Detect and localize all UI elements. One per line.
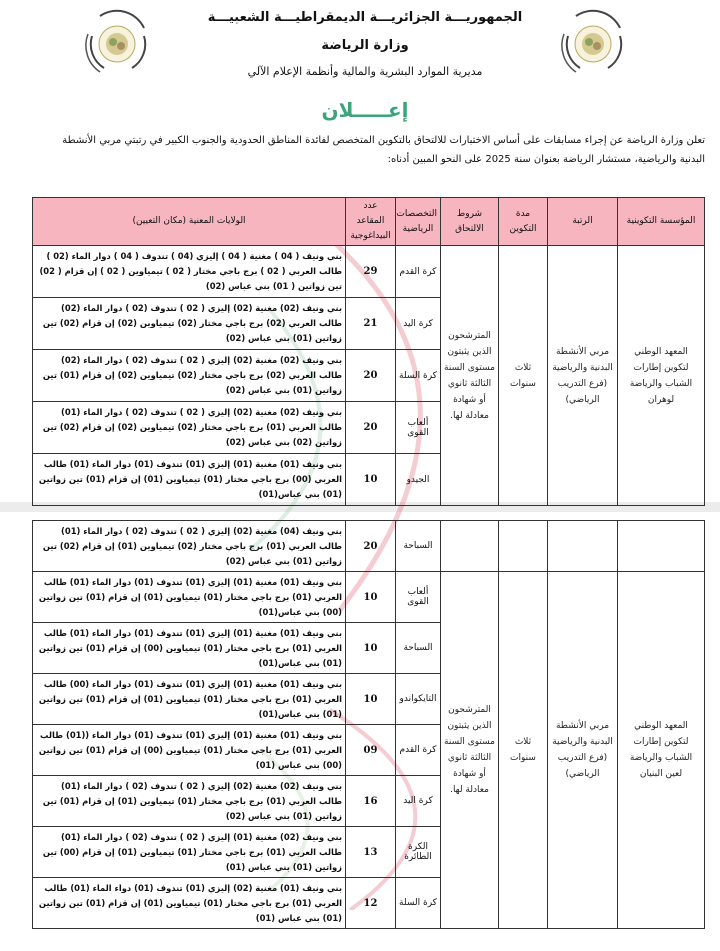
intro-paragraph: تعلن وزارة الرياضة عن إجراء مسابقات على أساس الاختبارات للالتحاق بالتكوين المتخصص لفائدة المناطق الحدودية والجنوب الكبير في رتبتي مربي الأنشطة البدنية والرياضية، مستشار الرياضة بعنوان سنة 2025 على النحو المبين أدناه:	[62, 135, 705, 165]
conditions-cell: المترشحون الذين يثبتون مستوى السنة الثالثة ثانوي أو شهادة معادلة لها.	[441, 572, 499, 929]
empty-cell	[618, 521, 705, 572]
institution-cell: المعهد الوطني لتكوين إطارات الشباب والرياضة لوهران	[618, 246, 705, 506]
republic-heading: الجمهوريـــة الجزائريـــة الديمقراطيـــة الشعبيـــة	[207, 10, 523, 25]
table-header-row	[33, 198, 705, 246]
specialty-cell: كرة السلة	[396, 350, 441, 402]
table-row	[33, 246, 705, 298]
conditions-cell: المترشحون الذين يثبتون مستوى السنة الثالثة ثانوي أو شهادة معادلة لها.	[441, 246, 499, 506]
specialty-cell: كرة القدم	[396, 246, 441, 298]
specialty-cell: ألعاب القوى	[396, 402, 441, 454]
seats-cell: 29	[346, 246, 396, 298]
wilayas-cell: بني ونيف (01) مغنية (01) إليزي (01) تندوف (01) دوار الماء (01) طالب العربي (01) برج باجي مختار (01) تيمياوين (01) إن قزام (01) تين زواتين (00) بني عباس(01)	[33, 572, 346, 623]
specialty-cell: الكرة الطائرة	[396, 827, 441, 878]
header-seats: عدد المقاعد البيداغوجية	[346, 198, 396, 246]
duration-cell: ثلاث سنوات	[499, 572, 548, 929]
seats-cell: 20	[346, 402, 396, 454]
ministry-heading: وزارة الرياضة	[321, 38, 409, 53]
header-specialty: التخصصات الرياضية	[396, 198, 441, 246]
specialty-cell: كرة اليد	[396, 298, 441, 350]
duration-cell: ثلاث سنوات	[499, 246, 548, 506]
rank-cell: مربي الأنشطة البدنية والرياضية (فرع التدريب الرياضي)	[548, 572, 618, 929]
announcement-title: إعـــــلان	[321, 98, 409, 122]
wilayas-cell: بني ونيف (01) مغنية (01) إليزي (01) تندوف (01) دوار الماء (01) طالب العربي (00) برج باجي مختار (01) تيمياوين (01) إن قزام (01) تين زواتين (01) بني عباس(01)	[33, 454, 346, 506]
header-duration: مدة التكوين	[499, 198, 548, 246]
specialty-cell: كرة اليد	[396, 776, 441, 827]
specialty-cell: كرة القدم	[396, 725, 441, 776]
seats-cell: 12	[346, 878, 396, 929]
ministry-logo-icon	[558, 6, 628, 76]
specialty-cell: التايكواندو	[396, 674, 441, 725]
header-conditions: شروط الالتحاق	[441, 198, 499, 246]
specialty-cell: السباحة	[396, 623, 441, 674]
seats-cell: 21	[346, 298, 396, 350]
empty-cell	[441, 521, 499, 572]
specialty-cell: ألعاب القوى	[396, 572, 441, 623]
positions-table-oran	[32, 197, 705, 506]
seats-cell: 20	[346, 350, 396, 402]
header-wilayas: الولايات المعنية (مكان التعيين)	[33, 198, 346, 246]
specialty-cell: كرة السلة	[396, 878, 441, 929]
seats-cell: 13	[346, 827, 396, 878]
wilayas-cell: بني ونيف (02) مغنية (02) إليزي ( 02 ) تندوف (02 ) دوار الماء (02) طالب العربي (02) برج باجي مختار (02) تيمياوين (02) إن قزام (02) تين زواتين (01) بني عباس (02)	[33, 298, 346, 350]
rank-cell: مربي الأنشطة البدنية والرياضية (فرع التدريب الرياضي)	[548, 246, 618, 506]
institution-cell: المعهد الوطني لتكوين إطارات الشباب والرياضة لعين البنيان	[618, 572, 705, 929]
wilayas-cell: بني ونيف (04) مغنية (02) إليزي ( 02 ) تندوف (02 ) دوار الماء (01) طالب العربي (01) برج باجي مختار (02) تيمياوين (01) إن قزام (02) تين زواتين (01) بني عباس (02)	[33, 521, 346, 572]
header-rank: الرتبة	[548, 198, 618, 246]
specialty-cell: الجيدو	[396, 454, 441, 506]
directorate-heading: مديرية الموارد البشرية والمالية وأنظمة الإعلام الآلي	[247, 65, 483, 78]
seats-cell: 20	[346, 521, 396, 572]
table-row	[33, 521, 705, 572]
table-row	[33, 572, 705, 623]
wilayas-cell: بني ونيف (01) مغنية (02) إليزي (01) تندوف (01) دواء الماء (01) طالب العربي (01) برج باجي مختار (01) تيمياوين (01) إن قزام (01) تين زواتين (01) بني عباس (01)	[33, 878, 346, 929]
header-institution: المؤسسة التكوينية	[618, 198, 705, 246]
wilayas-cell: بني ونيف (02) مغنية (02) إليزي ( 02 ) تندوف (02 ) دوار الماء (02) طالب العربي (02) برج باجي مختار (02) تيمياوين (02) إن قزام (01) تين زواتين (01) بني عباس (02)	[33, 350, 346, 402]
seats-cell: 10	[346, 623, 396, 674]
ministry-logo-icon	[82, 6, 152, 76]
positions-table-ain-benian	[32, 520, 705, 929]
wilayas-cell: بني ونيف (01) مغنية (01) إليزي (01) تندوف (01) دوار الماء (00) طالب العربي (01) برج باجي مختار (01) تيمياوين (01) إن قزام (01) تين زواتين (01) بني عباس(01)	[33, 674, 346, 725]
wilayas-cell: بني ونيف (02) مغنية (02) إليزي ( 02 ) تندوف (02 ) دوار الماء (01) طالب العربي (01) برج باجي مختار (01) تيمياوين (01) إن قزام (01) تين زواتين (01) بني عباس (02)	[33, 776, 346, 827]
wilayas-cell: بني ونيف ( 04 ) مغنية ( 04 ) إليزي (04 ) تندوف ( 04 ) دوار الماء (02 ) طالب العربي ( 02 ) برج باجي مختار ( 02 ) تيمياوين ( 02 ) إن قزام ( 02) تين زواتين ( 01) بني عباس (02)	[33, 246, 346, 298]
wilayas-cell: بني ونيف (01) مغنية (01) إليزي (01) تندوف (01) دوار الماء (01) طالب العربي (01) برج باجي مختار (01) تيمياوين (00) إن قزام (01) تين زواتين (01) بني عباس(01)	[33, 623, 346, 674]
seats-cell: 10	[346, 454, 396, 506]
wilayas-cell: بني ونيف (02) مغنية (02) إليزي ( 02 ) تندوف (02 ) دوار الماء (01) طالب العربي (01) برج باجي مختار (02) تيمياوين (02) إن قزام (02) تين زواتين (02) بني عباس (02)	[33, 402, 346, 454]
specialty-cell: السباحة	[396, 521, 441, 572]
seats-cell: 10	[346, 572, 396, 623]
wilayas-cell: بني ونيف (01) مغنية (01) إليزي (01) تندوف (01) دوار الماء ((01) طالب العربي (01) برج باجي مختار (01) تيمياوين (00) إن قزام (01) تين زواتين (00) بني عباس (01)	[33, 725, 346, 776]
seats-cell: 09	[346, 725, 396, 776]
seats-cell: 10	[346, 674, 396, 725]
empty-cell	[499, 521, 548, 572]
empty-cell	[548, 521, 618, 572]
seats-cell: 16	[346, 776, 396, 827]
wilayas-cell: بني ونيف (02) مغنية (01) إليزي ( 02 ) تندوف (02 ) دوار الماء (01) طالب العربي (01) برج باجي مختار (01) تيمياوين (01) إن قزام (00) تين زواتين (01) بني عباس (01)	[33, 827, 346, 878]
